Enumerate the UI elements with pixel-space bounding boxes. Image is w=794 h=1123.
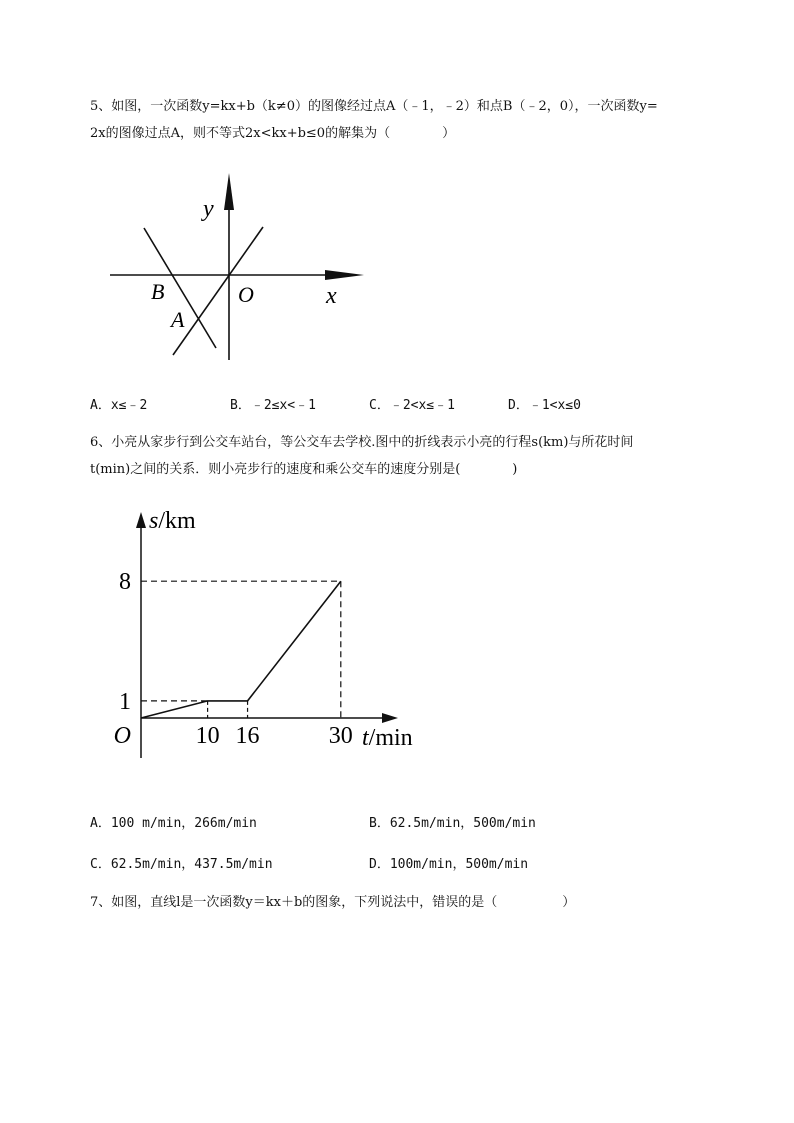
chart-y-tick-label: 1 [119, 688, 131, 715]
chart-y-arrowhead [136, 512, 146, 528]
q5-label-o: O [238, 282, 254, 307]
chart-x-arrowhead [382, 713, 398, 723]
q5-text-line-1: 5、如图，一次函数y=kx+b（k≠0）的图像经过点A（﹣1，﹣2）和点B（﹣2，0），一次函数y= [90, 99, 658, 114]
chart-x-tick-label: 10 [195, 723, 220, 749]
chart-x-axis-label: t/min [362, 725, 413, 751]
q6-text-line-2: t(min)之间的关系．则小亮步行的速度和乘公交车的速度分别是( ) [90, 462, 518, 477]
q5-option-a: A．x≤﹣2 [90, 398, 148, 413]
q5-label-y: y [203, 196, 214, 222]
q7-text-line-1: 7、如图，直线l是一次函数y＝kx＋b的图象，下列说法中，错误的是（ ） [90, 895, 576, 910]
q5-option-b: B．﹣2≤x<﹣1 [230, 398, 316, 413]
chart-x-tick-label: 16 [235, 723, 260, 749]
q6-option-c: C．62.5m/min，437.5m/min [90, 857, 273, 872]
chart-series-line [141, 581, 341, 718]
q6-option-d: D．100m/min，500m/min [369, 857, 529, 872]
q5-label-b: B [151, 279, 165, 304]
q5-label-a: A [171, 307, 185, 332]
chart-y-tick-label: 8 [119, 569, 131, 596]
chart-x-tick-label: 30 [328, 723, 353, 749]
q5-text-line-2: 2x的图像过点A，则不等式2x<kx+b≤0的解集为（ ） [90, 126, 456, 141]
q6-option-a: A．100 m/min，266m/min [90, 816, 257, 831]
q5-option-c: C．﹣2<x≤﹣1 [369, 398, 455, 413]
q5-option-d: D．﹣1<x≤0 [508, 398, 581, 413]
q5-label-x: x [326, 283, 337, 309]
q6-option-b: B．62.5m/min，500m/min [369, 816, 536, 831]
chart-origin-label: O [113, 723, 131, 749]
chart-y-axis-label: s/km [149, 508, 196, 534]
q6-text-line-1: 6、小亮从家步行到公交车站台，等公交车去学校.图中的折线表示小亮的行程s(km)与所花时间 [90, 435, 634, 450]
